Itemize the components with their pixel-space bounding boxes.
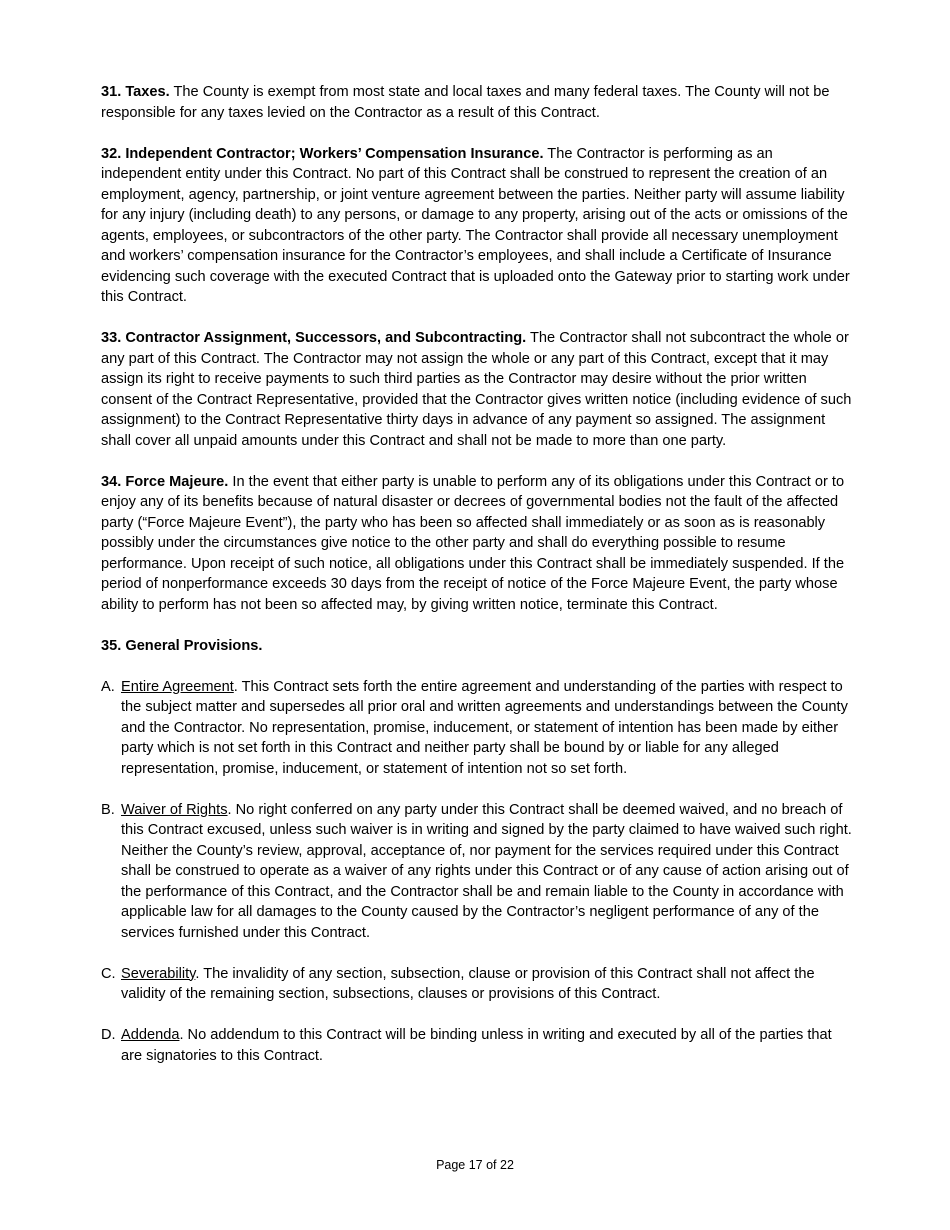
provision-body	[121, 964, 852, 1005]
provision-body	[121, 677, 852, 780]
provision-body	[121, 800, 852, 944]
provision-item-a	[101, 677, 852, 780]
section-heading: 34. Force Majeure.	[101, 473, 229, 490]
section-32-independent-contractor	[101, 144, 852, 308]
provision-title: Waiver of Rights	[121, 801, 228, 818]
section-31-taxes	[101, 82, 852, 123]
provision-title: Severability	[121, 965, 196, 982]
provision-item-b	[101, 800, 852, 944]
provision-text: . No addendum to this Contract will be binding unless in writing and executed by all of the parties that are signatories to this Contract.	[121, 1027, 832, 1064]
provision-text: . This Contract sets forth the entire agreement and understanding of the parties with respect to the subject matter and supersedes all prior oral and written agreements and understandings between the County and the Contractor. No representation, promise, inducement, or statement of intention has been made by either party which is not set forth in this Contract and neither party shall be bound by or liable for any alleged representation, promise, inducement, or statement of intention not so set forth.	[121, 678, 848, 777]
provision-text: . No right conferred on any party under this Contract shall be deemed waived, and no breach of this Contract excused, unless such waiver is in writing and signed by the party claimed to have waived such right. Neither the County’s review, approval, acceptance of, nor payment for the services required under this Contract shall be construed to operate as a waiver of any rights under this Contract or of any cause of action arising out of the performance of this Contract, and the Contractor shall be and remain liable to the County in accordance with applicable law for all damages to the County caused by the Contractor’s negligent performance of any of the services furnished under this Contract.	[121, 801, 852, 941]
section-33-assignment	[101, 328, 852, 451]
provision-letter: C.	[101, 965, 116, 982]
section-34-force-majeure	[101, 472, 852, 616]
section-text: The County is exempt from most state and local taxes and many federal taxes. The County will not be responsible for any taxes levied on the Contractor as a result of this Contract.	[101, 84, 830, 121]
provision-title: Entire Agreement	[121, 678, 234, 695]
provision-title: Addenda	[121, 1027, 180, 1043]
section-35-heading: 35. General Provisions.	[101, 637, 263, 654]
provision-letter: B.	[101, 801, 115, 818]
page-number: Page 17 of 22	[436, 1158, 514, 1172]
provision-item-d	[101, 1025, 852, 1066]
section-heading: 31. Taxes.	[101, 84, 170, 100]
section-text: The Contractor is performing as an independent entity under this Contract. No part of this Contract shall be construed to represent the creation of an employment, agency, partnership, or joint venture agreement between the parties. Neither party will assume liability for any injury (including death) to any persons, or damage to any property, arising out of the acts or omissions of the agents, employees, or subcontractors of the other party. The Contractor shall provide all necessary unemployment and workers’ compensation insurance for the Contractor’s employees, and shall include a Certificate of Insurance evidencing such coverage with the executed Contract that is uploaded onto the Gateway prior to starting work under this Contract.	[101, 145, 850, 305]
provision-text: . The invalidity of any section, subsection, clause or provision of this Contract shall not affect the validity of the remaining section, subsections, clauses or provisions of this Contract.	[121, 965, 815, 1002]
provision-body	[121, 1025, 852, 1066]
provision-letter: A.	[101, 678, 115, 695]
section-text: In the event that either party is unable to perform any of its obligations under this Contract or to enjoy any of its benefits because of natural disaster or decrees of governmental bodies not the fault of the affected party (“Force Majeure Event”), the party who has been so affected shall immediately or as soon as is reasonably possibly under the circumstances give notice to the other party and shall do everything possible to resume performance. Upon receipt of such notice, all obligations under this Contract shall be immediately suspended. If the period of nonperformance exceeds 30 days from the receipt of notice of the Force Majeure Event, the party whose ability to perform has not been so affected may, by giving written notice, terminate this Contract.	[101, 473, 845, 613]
provision-item-c	[101, 964, 852, 1005]
provision-letter: D.	[101, 1027, 116, 1043]
section-heading: 32. Independent Contractor; Workers’ Compensation Insurance.	[101, 145, 544, 162]
section-text: The Contractor shall not subcontract the whole or any part of this Contract. The Contractor may not assign the whole or any part of this Contract, except that it may assign its right to receive payments to such third parties as the Contractor may desire without the prior written consent of the Contract Representative, provided that the Contractor gives written notice (including evidence of such assignment) to the Contract Representative thirty days in advance of any payment so assigned. The assignment shall cover all unpaid amounts under this Contract and shall not be made to more than one party.	[101, 330, 852, 449]
section-heading: 33. Contractor Assignment, Successors, and Subcontracting.	[101, 330, 527, 346]
